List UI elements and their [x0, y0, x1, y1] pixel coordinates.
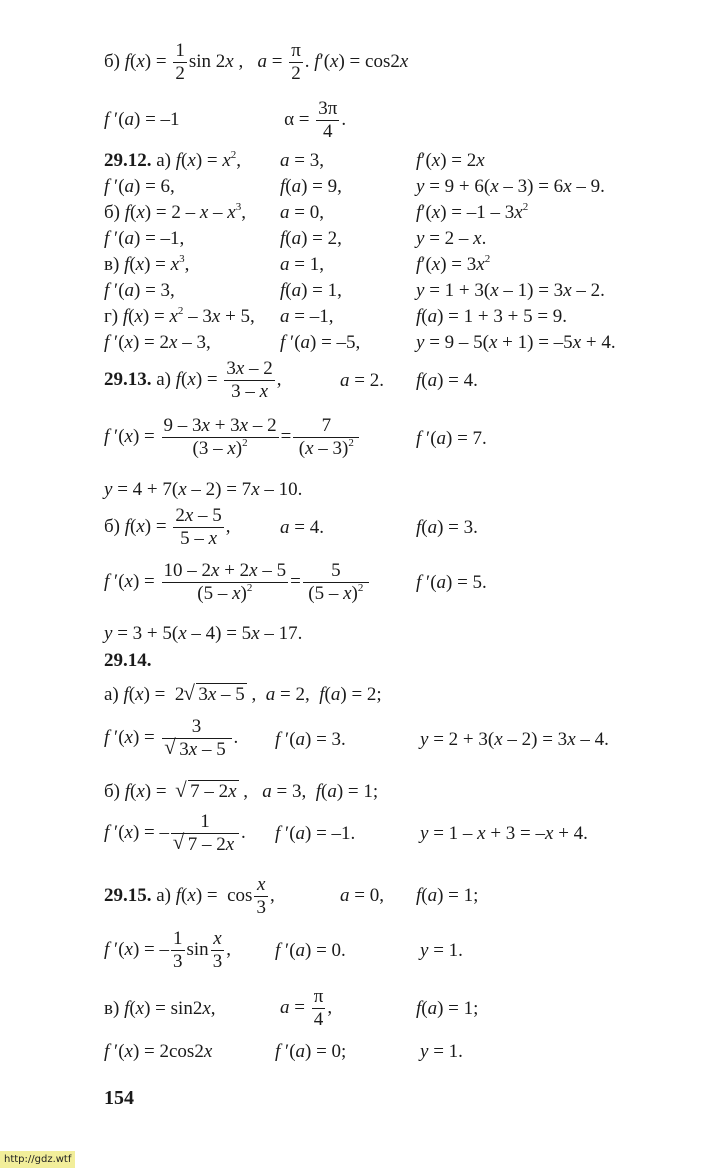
- line-3: f ′(a) = 6,: [104, 176, 175, 197]
- line-15: y = 3 + 5(x – 4) = 5x – 17.: [104, 623, 303, 644]
- line-21: 29.15. а) f(x) = cos $\frac{x}{3}$ ,: [104, 874, 275, 918]
- line-23: в) f(x) = sin2x,: [104, 998, 216, 1019]
- line-16: 29.14.: [104, 650, 152, 671]
- line-14: f ′(x) = $\frac{10 - 2x + 2x - 5}{(5 - x)^2}$ = $\frac{5}{(5 - x)^2}$: [104, 560, 371, 605]
- line-20: f ′(x) = – 1 √ 7 – 2x .: [104, 811, 246, 856]
- line-2: 29.12. а) $f(x) = x^2$,: [104, 149, 242, 171]
- line-17: а) f(x) = 2√ 3x – 5 , a = 2, f(a) = 2;: [104, 684, 382, 706]
- line-19: б) f(x) = √ 7 – 2x , a = 3, f(a) = 1;: [104, 781, 378, 803]
- page-number: 154: [104, 1087, 134, 1109]
- line-12: y = 4 + 7(x – 2) = 7x – 10.: [104, 479, 303, 500]
- line-7: f ′(a) = 3,: [104, 280, 175, 301]
- line-22: f ′(x) = – $\frac{1}{3}$ sin $\frac{x}{3}$ ,: [104, 928, 231, 972]
- line-11: f ′(x) = $\frac{9 - 3x + 3x - 2}{(3 - x)^2}$ = $\frac{7}{(x - 3)^2}$: [104, 415, 361, 460]
- line-8: г) $f(x) = x^2 - 3x + 5$,: [104, 305, 255, 327]
- line-13: б) f(x) = $\frac{2x - 5}{5 - x}$ ,: [104, 505, 231, 549]
- line-18: f ′(x) = 3 √ 3x – 5 .: [104, 716, 238, 761]
- watermark-link[interactable]: http://gdz.wtf: [0, 1151, 75, 1168]
- line-1: f ′(a) = –1 α = $\frac{3\pi}{4}$ .: [104, 98, 347, 142]
- line-6: в) $f(x) = x^3$,: [104, 253, 190, 275]
- line-5: f ′(a) = –1,: [104, 228, 185, 249]
- line-24: f ′(x) = 2cos2x: [104, 1041, 213, 1062]
- line-10: 29.13. а) f(x) = $\frac{3x - 2}{3 - x}$ ,: [104, 358, 282, 402]
- line-4: б) $f(x) = 2 - x - x^3$,: [104, 201, 246, 223]
- line-0: б) f(x) = $\frac{1}{2}$ sin 2x , a = $\frac{\pi}{2}$ . f′(x) = cos2x: [104, 40, 409, 84]
- line-9: f ′(x) = 2x – 3,: [104, 332, 211, 353]
